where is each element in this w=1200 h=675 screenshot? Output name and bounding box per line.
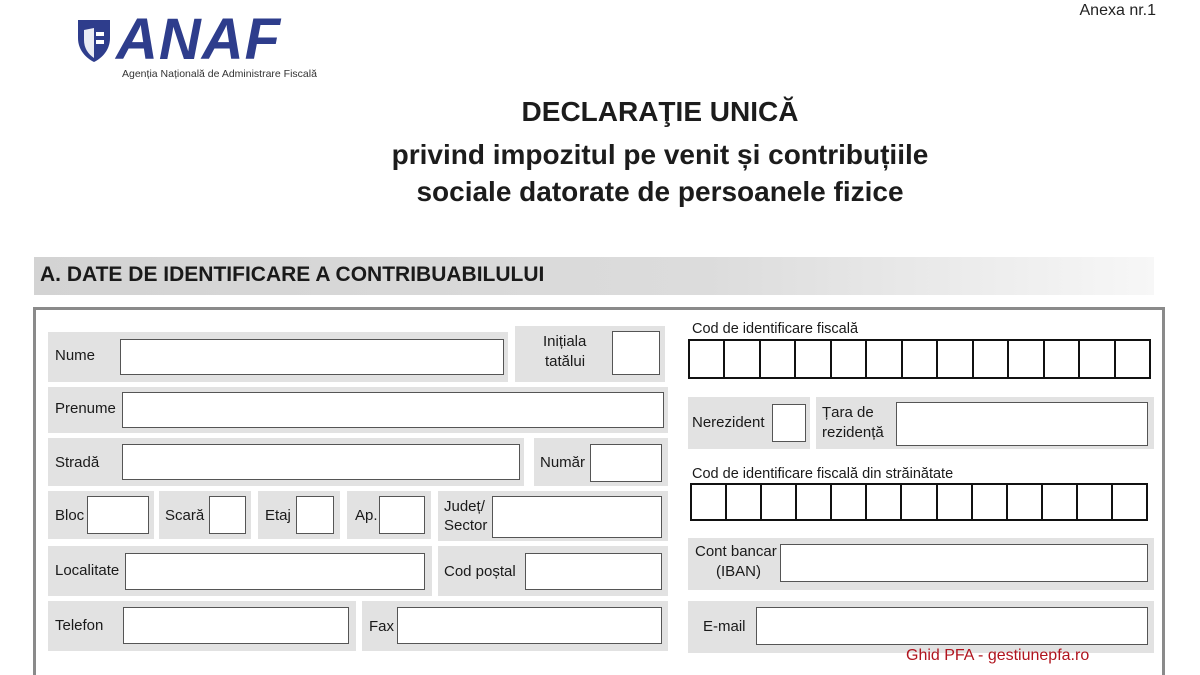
localitate-field[interactable]	[125, 553, 425, 590]
annex-number: Anexa nr.1	[1079, 2, 1156, 19]
document-title: DECLARAŢIE UNICĂ	[521, 96, 799, 127]
section-title: A. DATE DE IDENTIFICARE A CONTRIBUABILULUI	[40, 263, 545, 286]
digit-box[interactable]	[797, 485, 832, 519]
cif-label: Cod de identificare fiscală	[692, 321, 859, 337]
strada-field[interactable]	[122, 444, 520, 480]
fax-field[interactable]	[397, 607, 662, 644]
digit-box[interactable]	[832, 485, 867, 519]
digit-box[interactable]	[1008, 485, 1043, 519]
agency-name: Agenția Națională de Administrare Fiscală	[122, 68, 317, 80]
digit-box[interactable]	[974, 341, 1009, 377]
cif-strainatate-digit-boxes[interactable]	[690, 483, 1148, 521]
digit-box[interactable]	[1043, 485, 1078, 519]
digit-box[interactable]	[796, 341, 831, 377]
digit-box[interactable]	[832, 341, 867, 377]
scara-field[interactable]	[209, 496, 246, 534]
tara-label-line1: Țara de	[822, 404, 874, 421]
digit-box[interactable]	[761, 341, 796, 377]
judet-label-line2: Sector	[444, 517, 488, 534]
digit-box[interactable]	[1078, 485, 1113, 519]
digit-box[interactable]	[725, 341, 760, 377]
tara-field[interactable]	[896, 402, 1148, 446]
digit-box[interactable]	[867, 485, 902, 519]
cod-postal-field[interactable]	[525, 553, 662, 590]
digit-box[interactable]	[902, 485, 937, 519]
section-header	[34, 257, 1154, 295]
nerezident-label: Nerezident	[692, 414, 765, 431]
anaf-logo	[76, 7, 346, 86]
nume-label: Nume	[55, 347, 96, 364]
email-field[interactable]	[756, 607, 1148, 645]
logo-text: ANAF	[116, 7, 282, 72]
prenume-label: Prenume	[55, 400, 116, 417]
etaj-label: Etaj	[265, 507, 291, 524]
digit-box[interactable]	[1113, 485, 1146, 519]
digit-box[interactable]	[938, 341, 973, 377]
digit-box[interactable]	[727, 485, 762, 519]
ap-label: Ap.	[355, 507, 378, 524]
digit-box[interactable]	[762, 485, 797, 519]
telefon-field[interactable]	[123, 607, 349, 644]
strada-label: Stradă	[55, 454, 100, 471]
judet-label-line1: Județ/	[444, 498, 485, 515]
watermark-text: Ghid PFA - gestiunepfa.ro	[906, 647, 1090, 664]
digit-box[interactable]	[938, 485, 973, 519]
bloc-label: Bloc	[55, 507, 85, 524]
etaj-field[interactable]	[296, 496, 334, 534]
telefon-label: Telefon	[55, 617, 104, 634]
digit-box[interactable]	[692, 485, 727, 519]
iban-field[interactable]	[780, 544, 1148, 582]
fax-label: Fax	[369, 618, 395, 635]
bloc-field[interactable]	[87, 496, 149, 534]
digit-box[interactable]	[1009, 341, 1044, 377]
cif-strainatate-label: Cod de identificare fiscală din străinătate	[692, 466, 954, 482]
numar-field[interactable]	[590, 444, 662, 482]
nume-field[interactable]	[120, 339, 504, 375]
initiala-label-line2: tatălui	[545, 353, 586, 370]
ap-field[interactable]	[379, 496, 425, 534]
initiala-label-line1: Inițiala	[543, 333, 587, 350]
initiala-field[interactable]	[612, 331, 660, 375]
prenume-field[interactable]	[122, 392, 664, 428]
digit-box[interactable]	[1045, 341, 1080, 377]
judet-field[interactable]	[492, 496, 662, 538]
tara-label-line2: rezidență	[822, 424, 884, 441]
numar-label: Număr	[540, 454, 586, 471]
email-label: E-mail	[703, 618, 746, 635]
digit-box[interactable]	[867, 341, 902, 377]
digit-box[interactable]	[1116, 341, 1149, 377]
digit-box[interactable]	[903, 341, 938, 377]
document-subtitle-line1: privind impozitul pe venit și contribuțiile	[391, 139, 929, 170]
cont-bancar-label-line1: Cont bancar	[695, 543, 777, 560]
cod-postal-label: Cod poștal	[444, 563, 516, 580]
scara-label: Scară	[165, 507, 205, 524]
cif-digit-boxes[interactable]	[688, 339, 1151, 379]
anaf-shield-icon	[76, 18, 112, 69]
digit-box[interactable]	[690, 341, 725, 377]
document-subtitle-line2: sociale datorate de persoanele fizice	[416, 176, 904, 207]
digit-box[interactable]	[1080, 341, 1115, 377]
nerezident-checkbox[interactable]	[772, 404, 806, 442]
cont-bancar-label-line2: (IBAN)	[716, 563, 761, 580]
localitate-label: Localitate	[55, 562, 120, 579]
digit-box[interactable]	[973, 485, 1008, 519]
